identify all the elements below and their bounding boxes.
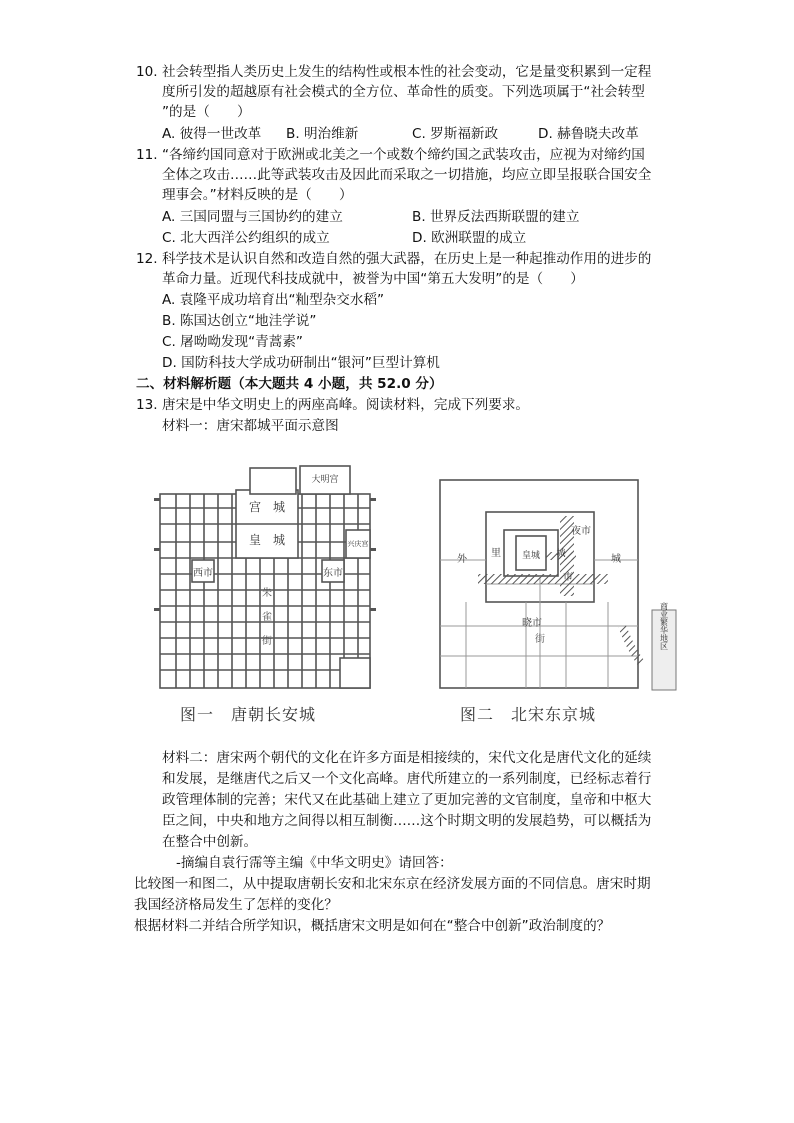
q10-number: 10. [136, 64, 158, 80]
fig1-palace-label: 宫 城 [248, 500, 286, 514]
fig1-xingqing-label: 兴庆宫 [347, 540, 369, 548]
q10-option-d: D. 赫鲁晓夫改革 [538, 126, 639, 142]
figure1-caption: 图一 唐朝长安城 [180, 705, 317, 724]
fig2-xiaoshi-label: 晓市 [522, 618, 542, 629]
material2-line4: 臣之间，中央和地方之间得以相互制衡……这个时期文明的发展趋势，可以概括为 [162, 813, 652, 829]
fig1-street-char-3: 街 [262, 636, 272, 647]
fig2-huangcheng-label: 皇城 [521, 551, 541, 561]
q10-option-b: B. 明治维新 [286, 126, 359, 142]
question13-ask1-line2: 我国经济格局发生了怎样的变化？ [134, 897, 338, 913]
q10-stem-line2: 度所引发的超越原有社会模式的全方位、革命性的质变。下列选项属于“社会转型 [162, 84, 645, 100]
material2-line1: 材料二：唐宋两个朝代的文化在许多方面是相接续的，宋代文化是唐代文化的延续 [162, 750, 652, 766]
q11-number: 11. [136, 147, 158, 163]
q13-number: 13. [136, 397, 158, 413]
q11-option-a: A. 三国同盟与三国协约的建立 [162, 209, 343, 225]
q12-option-d: D. 国防科技大学成功研制出“银河”巨型计算机 [162, 355, 440, 371]
q11-stem-line2: 全体之攻击……此等武装攻击及因此而采取之一切措施，均应立即呈报联合国安全 [162, 167, 652, 183]
q11-stem-line1: “各缔约国同意对于欧洲或北美之一个或数个缔约国之武装攻击，应视为对缔约国 [162, 147, 645, 163]
q12-option-a: A. 袁隆平成功培育出“籼型杂交水稻” [162, 292, 385, 308]
figure1-changan-map [150, 448, 390, 698]
q10-stem-line3: ”的是（ ） [162, 104, 251, 120]
q12-number: 12. [136, 251, 158, 267]
q11-option-b: B. 世界反法西斯联盟的建立 [412, 209, 580, 225]
fig1-street-char-1: 朱 [262, 588, 272, 599]
q12-option-c: C. 屠呦呦发现“青蒿素” [162, 334, 303, 350]
fig1-east-market-label: 东市 [323, 568, 343, 579]
figure2-caption: 图二 北宋东京城 [460, 705, 597, 724]
fig2-wai-label: 外 [457, 554, 467, 565]
section-heading: 二、材料解析题（本大题共 4 小题，共 52.0 分） [136, 376, 443, 392]
fig2-commerce-label: 商业繁华地区 [659, 602, 669, 650]
material2-line3: 政管理体制的完善；宋代又在此基础上建立了更加完善的文官制度，皇帝和中枢大 [162, 792, 652, 808]
q12-stem-line1: 科学技术是认识自然和改造自然的强大武器，在历史上是一种起推动作用的进步的 [162, 251, 652, 267]
question13-ask1-line1: 比较图一和图二，从中提取唐朝长安和北宋东京在经济发展方面的不同信息。唐宋时期 [134, 876, 651, 892]
material2-line5: 在整合中创新。 [162, 834, 258, 850]
q10-option-c: C. 罗斯福新政 [412, 126, 499, 142]
material2-line2: 和发展，是继唐代之后又一个文化高峰。唐代所建立的一系列制度，已经标志着行 [162, 771, 652, 787]
q10-option-a: A. 彼得一世改革 [162, 126, 262, 142]
q11-stem-line3: 理事会。”材料反映的是（ ） [162, 187, 353, 203]
material2-source: -摘编自袁行霈等主编《中华文明史》请回答： [176, 855, 453, 871]
fig2-jie-label: 街 [535, 634, 545, 645]
q12-option-b: B. 陈国达创立“地洼学说” [162, 313, 317, 329]
fig1-imperial-label: 皇 城 [248, 533, 286, 547]
fig2-cheng2-label: 城 [611, 554, 621, 565]
material1-title: 材料一：唐宋都城平面示意图 [162, 418, 339, 434]
fig2-cheng-label: 城 [556, 549, 566, 559]
q12-stem-line2: 革命力量。近现代科技成就中，被誉为中国“第五大发明”的是（ ） [162, 271, 584, 287]
fig2-shi-label: 市 [563, 572, 573, 583]
fig1-street-char-2: 雀 [262, 612, 272, 623]
fig1-daming-label: 大明宫 [311, 475, 339, 485]
figure2-dongjing-map [436, 476, 686, 692]
q11-option-c: C. 北大西洋公约组织的成立 [162, 230, 330, 246]
q13-intro: 唐宋是中华文明史上的两座高峰。阅读材料，完成下列要求。 [162, 397, 530, 413]
fig1-west-market-label: 西市 [193, 568, 213, 579]
q11-option-d: D. 欧洲联盟的成立 [412, 230, 527, 246]
question13-ask2: 根据材料二并结合所学知识，概括唐宋文明是如何在“整合中创新”政治制度的？ [134, 918, 611, 934]
fig2-li-label: 里 [491, 548, 501, 559]
fig2-yeshi-label: 夜市 [571, 526, 591, 537]
q10-stem-line1: 社会转型指人类历史上发生的结构性或根本性的社会变动，它是量变积累到一定程 [162, 64, 652, 80]
